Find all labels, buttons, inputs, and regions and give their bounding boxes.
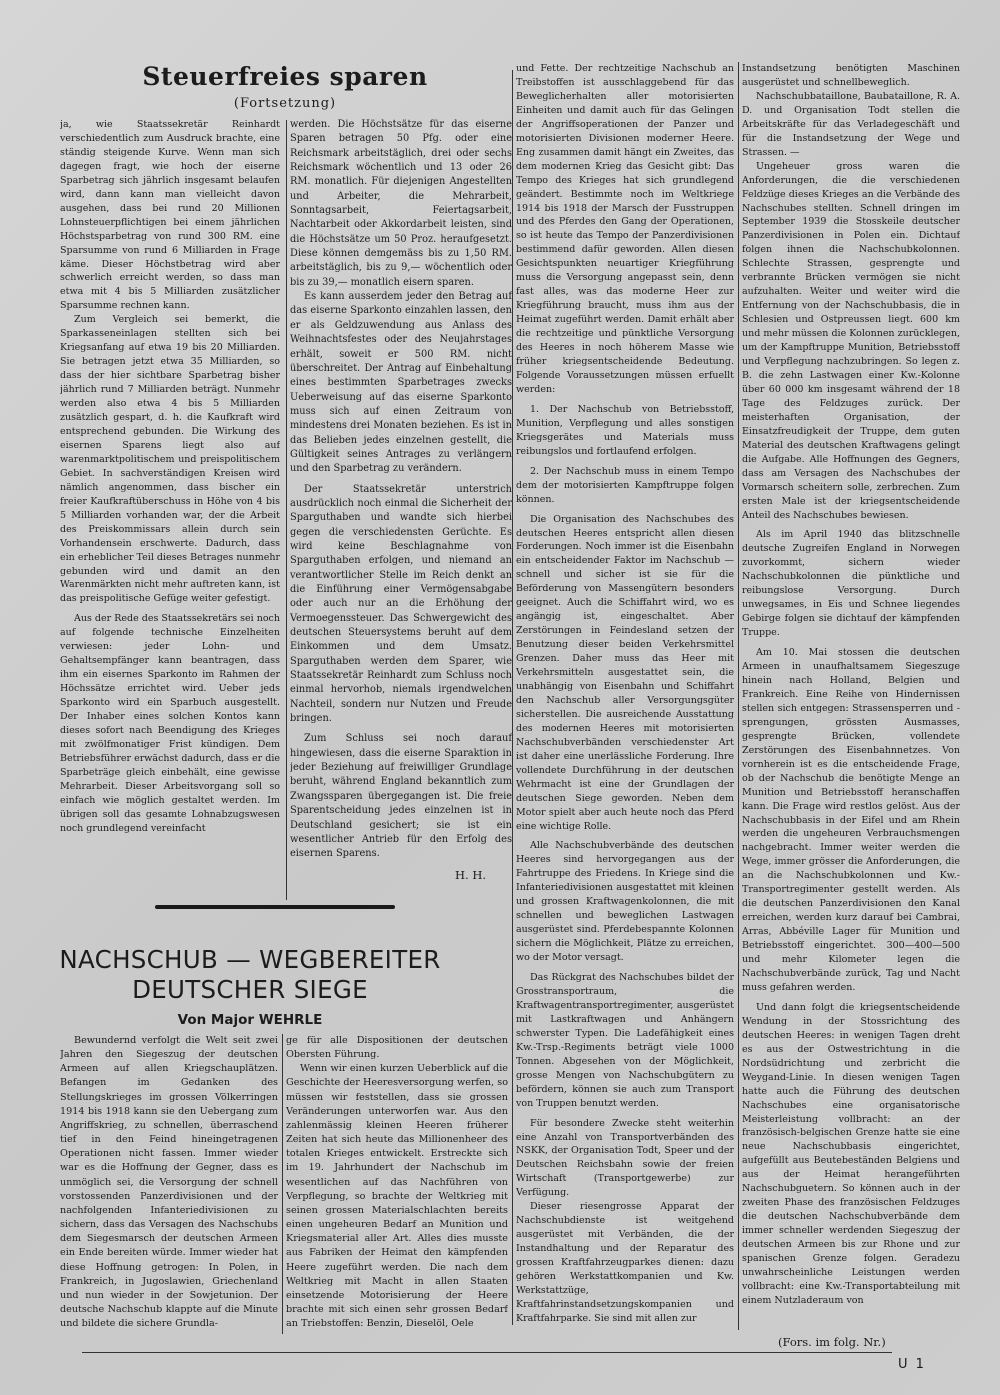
- paragraph: 2. Der Nachschub muss in einem Tempo dem der motorisierten Kampftruppe folgen können.: [516, 465, 734, 505]
- article2-title-line1: NACHSCHUB — WEGBEREITER: [59, 945, 441, 974]
- paragraph: werden. Die Höchstsätze für das eiserne Sparen betragen 50 Pfg. oder eine Reichsmark arbeitstäglich, drei oder sechs Reichsmark wöchentlich und 13 oder 26 RM. monatlich. Für diejenigen Angestellten und Arbeiter, die Mehrarbeit, Sonntagsarbeit, Feiertagsarbeit, Nachtarbeit oder Akkordarbeit leisten, sind die Höchstsätze um 50 Proz. heraufgesetzt. Diese können demgemäss bis zu 1,50 RM. arbeitstäglich, bis zu 9,— wöchentlich oder bis zu 39,— monatlich eisern sparen.: [290, 119, 512, 288]
- paragraph: Zum Schluss sei noch darauf hingewiesen, dass die eiserne Sparaktion in jeder Beziehung auf freiwilliger Grundlage beruht, während England bekanntlich zum Zwangssparen übergegangen ist. Die freie Sparentscheidung jedes einzelnen ist in Deutschland gesichert; sie ist ein wesentlicher Antrieb für den Erfolg des eisernen Sparens.: [290, 733, 512, 860]
- paragraph: Die Organisation des Nachschubes des deutschen Heeres entspricht allen diesen Forderungen. Noch immer ist die Eisenbahn ein entscheidender Faktor im Nachschub — schnell und sicher ist sie für die Beförderung von Massengütern besonders geeignet. Auch die Schiffahrt wird, wo es angängig ist, eingeschaltet. Aber Zerstörungen in Feindesland setzen der Benutzung dieser beiden Verkehrsmittel Grenzen. Daher muss das Heer mit Verkehrsmitteln ausgestattet sein, die unabhängig von Eisenbahn und Schiffahrt den Nachschub aller Versorgungsgüter sicherstellen. Die ausreichende Ausstattung des modernen Heeres mit motorisierten Nachschubverbänden verschiedenster Art ist daher eine unerlässliche Forderung. Ihre vollendete Durchführung in der deutschen Wehrmacht ist eine der Grundlagen der deutschen Siege geworden. Neben dem Motor spielt aber auch heute noch das Pferd eine wichtige Rolle.: [516, 513, 734, 832]
- article2-title: [40, 945, 460, 1005]
- article2-column-3: [516, 62, 734, 1330]
- paragraph: Ungeheuer gross waren die Anforderungen, die die verschiedenen Feldzüge dieses Krieges an die Verbände des Nachschubes stellten. Schnell dringen im September 1939 die Stosskeile deutscher Panzerdivisionen in Polen ein. Dichtauf folgen ihnen die Nachschubkolonnen. Schlechte Strassen, gesprengte und verbrannte Brücken vermögen sie nicht aufzuhalten. Weiter und weiter wird die Entfernung von der Nachschubbasis, die in Schlesien und Ostpreussen liegt. 600 km und mehr müssen die Kolonnen zurücklegen, um der Kampftruppe Munition, Betriebsstoff und Verpflegung nachzubringen. So legen z. B. die zehn Lastwagen einer Kw.-Kolonne über 60 000 km insgesamt während der 18 Tage des Feldzuges zurück. Der meisterhaften Organisation, der Einsatzfreudigkeit der Truppe, dem guten Material des deutschen Kraftwagens gelingt die Aufgabe. Alle Hoffnungen des Gegners, dass am Versagen des Nachschubes der Vormarsch scheitern solle, zerbrechen. Zum ersten Male ist der kriegsentscheidende Anteil des Nachschubes bewiesen.: [742, 160, 960, 521]
- article1-subtitle: (Fortsetzung): [233, 96, 337, 111]
- article2-title-line2: DEUTSCHER SIEGE: [132, 975, 368, 1004]
- paragraph: Es kann ausserdem jeder den Betrag auf das eiserne Sparkonto einzahlen lassen, den er als Geldzuwendung aus Anlass des Weihnachtsfestes oder des Neujahrstages erhält, soweit er 500 RM. nicht überschreitet. Der Antrag auf Einbehaltung eines bestimmten Sparbetrages zwecks Ueberweisung auf das eiserne Sparkonto muss sich auf einen Zeitraum von mindestens drei Monaten beziehen. Es ist in das Belieben jedes einzelnen gestellt, die Gültigkeit seines Antrages zu verlängern und den Sparbetrag zu verändern.: [290, 291, 512, 475]
- paragraph: ja, wie Staatssekretär Reinhardt verschiedentlich zum Ausdruck brachte, eine ständig steigende Kurve. Wenn man sich dagegen fragt, wie hoch der eiserne Sparbetrag sich jährlich insgesamt belaufen wird, dann kann man vielleicht davon ausgehen, dass bei rund 20 Millionen Lohnsteuerpflichtigen bei einem jährlichen Höchstsparbetrag von rund 300 RM. eine Sparsumme von rund 6 Milliarden in Frage käme. Dieser Höchstbetrag wird aber schwerlich erreicht werden, so dass man etwa mit 4 bis 5 Milliarden zusätzlicher Sparsumme rechnen kann.: [60, 119, 280, 312]
- column-divider: [512, 70, 513, 1325]
- paragraph: Nachschubbataillone, Baubataillone, R. A. D. und Organisation Todt stellen die Arbeitskräfte für das Verladegeschäft und für die Instandsetzung der Wege und Strassen. —: [742, 90, 960, 158]
- paragraph: Am 10. Mai stossen die deutschen Armeen in unaufhaltsamem Siegeszuge hinein nach Holland, Belgien und Frankreich. Eine Reihe von Hindernissen stellen sich entgegen: Strassensperren und -sprengungen, grössten Ausmasses, gesprengte Brücken, vollendete Zerstörungen des Eisenbahnnetzes. Von vornherein ist es die entscheidende Frage, ob der Nachschub die benötigte Menge an Munition und Betriebsstoff heranschaffen kann. Die Frage wird restlos gelöst. Aus der Nachschubbasis in der Eifel und am Rhein werden die ungeheuren Verbrauchsmengen nachgebracht. Immer weiter werden die Wege, immer grösser die Anforderungen, die an die Nachschubkolonnen und Kw.-Transportregimenter gestellt werden. Als die deutschen Panzerdivisionen den Kanal erreichen, werden kurz darauf bei Cambrai, Arras, Abbéville Lager für Munition und Betriebsstoff eingerichtet. 300—400—500 und mehr Kilometer legen die Nachschubverbände zurück, Tag und Nacht muss gefahren werden.: [742, 647, 960, 993]
- article2-column-2: [286, 1034, 508, 1334]
- paragraph: ge für alle Dispositionen der deutschen Obersten Führung.: [286, 1035, 508, 1061]
- article1-column-2: [290, 118, 512, 870]
- separator-rule: [155, 905, 395, 909]
- paragraph: Instandsetzung benötigten Maschinen ausgerüstet und schnellbeweglich.: [742, 63, 960, 88]
- paragraph: und Fette. Der rechtzeitige Nachschub an Treibstoffen ist ausschlaggebend für das Beweglicherhalten aller motorisierten Einheiten und damit auch für das Gelingen der Angriffsoperationen der Panzer und motorisierten Divisionen moderner Heere. Eng zusammen damit hängt ein Zweites, das dem modernen Krieg das Gesicht gibt: Das Tempo des Krieges hat sich grundlegend geändert. Bestimmte noch im Weltkriege 1914 bis 1918 der Marsch der Fusstruppen und des Pferdes den Gang der Operationen, so ist heute das Tempo der Panzerdivisionen bestimmend dafür geworden. Allen diesen Gesichtspunkten neuartiger Kriegführung muss die Versorgung angepasst sein, denn fast alles, was das moderne Heer zur Kriegführung braucht, muss ihm aus der Heimat zugeführt werden. Damit erhält aber die rechtzeitige und pünktliche Versorgung des Heeres in noch höherem Masse wie früher kriegsentscheidende Bedeutung. Folgende Voraussetzungen müssen erfuellt werden:: [516, 63, 734, 395]
- column-divider: [282, 1034, 283, 1334]
- column-divider: [286, 120, 287, 900]
- paragraph: Alle Nachschubverbände des deutschen Heeres sind hervorgegangen aus der Fahrtruppe des Friedens. In Kriege sind die Infanteriedivisionen ausgestattet mit kleinen und grossen Kraftwagenkolonnen, die mit schnellen und beweglichen Lastwagen ausgerüstet sind. Pferdebespannte Kolonnen sichern die Möglichkeit, Plätze zu erreichen, wo der Motor versagt.: [516, 840, 734, 964]
- paragraph: Und dann folgt die kriegsentscheidende Wendung in der Stossrichtung des deutschen Heeres: in wenigen Tagen dreht es aus der Ostwestrichtung in die Nordsüdrichtung und zerbricht die Weygand-Linie. In diesen wenigen Tagen hatte auch die Führung des deutschen Nachschubes eine organisatorische Meisterleistung vollbracht: an der französisch-belgischen Grenze hatte sie eine neue Nachschubbasis eingerichtet, aufgefüllt aus Beutebeständen Belgiens und aus der Heimat herangeführten Nachschubguetern. So können auch in der zweiten Phase des französischen Feldzuges die deutschen Nachschubverbände dem immer schneller werdenden Siegeszug der deutschen Armeen bis zur Rhone und zur spanischen Grenze folgen. Geradezu unwahrscheinliche Leistungen werden vollbracht: eine Kw.-Transportabteilung mit einem Nutzladeraum von: [742, 1001, 960, 1306]
- paragraph: Aus der Rede des Staatssekretärs sei noch auf folgende technische Einzelheiten verwiesen: jeder Lohn- und Gehaltsempfänger kann beantragen, dass ihm ein eisernes Sparkonto im Rahmen der Höchssätze errichtet wird. Ueber jeds Sparkonto wird ein Sparbuch ausgestellt. Der Inhaber eines solchen Kontos kann dieses sofort nach Beendigung des Krieges mit zwölfmonatiger Frist kündigen. Dem Betriebsführer erwächst dadurch, dass er die Sparbeträge gleich einbehält, eine gewisse Mehrarbeit. Dieser Arbeitsvorgang soll so einfach wie möglich gestaltet werden. Im übrigen soll das gesamte Lohnabzugswesen noch grundlegend vereinfacht: [60, 613, 280, 834]
- paragraph: Das Rückgrat des Nachschubes bildet der Grosstransportraum, die Kraftwagentransportregimenter, ausgerüstet mit Lastkraftwagen und Anhängern schwerster Typen. Die Ladefähigkeit eines Kw.-Trsp.-Regiments beträgt viele 1000 Tonnen. Abgesehen von der Möglichkeit, grosse Mengen von Nachschubgütern zu befördern, können sie auch zum Transport von Truppen benutzt werden.: [516, 972, 734, 1109]
- paragraph: Bewundernd verfolgt die Welt seit zwei Jahren den Siegeszug der deutschen Armeen auf allen Kriegschauplätzen. Befangen im Gedanken des Stellungskrieges im grossen Völkerringen 1914 bis 1918 kann sie den Uebergang zum Angriffskrieg, zu schnellen, überraschend tief in den Feind hineingetragenen Operationen nicht fassen. Immer wieder war es die Hoffnung der Gegner, dass es unmöglich sei, die Versorgung der schnell vorstossenden Panzerdivisionen und der nachfolgenden Infanteriedivisionen zu sichern, dass das Versagen des Nachschubs dem Siegesmarsch der deutschen Armeen ein Ende bereiten würde. Immer wieder hat diese Hoffnung getrogen: In Polen, in Frankreich, in Jugoslawien, Griechenland und nun wieder in der Sowjetunion. Der deutsche Nachschub klappte auf die Minute und bildete die sichere Grundla-: [60, 1035, 278, 1330]
- paragraph: Für besondere Zwecke steht weiterhin eine Anzahl von Transportverbänden des NSKK, der Organisation Todt, Speer und der Deutschen Reichsbahn sowie der freien Wirtschaft (Transportgewerbe) zur Verfügung.: [516, 1117, 734, 1199]
- bottom-rule: [82, 1352, 892, 1353]
- column-divider: [738, 62, 739, 1330]
- article1-title: Steuerfreies sparen: [142, 62, 428, 91]
- paragraph: Als im April 1940 das blitzschnelle deutsche Zugreifen England in Norwegen zuvorkommt, sichern wieder Nachschubkolonnen die pünktliche und reibungslose Versorgung. Durch unwegsames, in Eis und Schnee liegendes Gebirge folgen sie dichtauf der kämpfenden Truppe.: [742, 529, 960, 639]
- article1-signature: H. H.: [455, 868, 487, 882]
- continuation-note: (Fors. im folg. Nr.): [778, 1335, 886, 1349]
- article1-column-1: [60, 118, 280, 884]
- article2-column-1: [60, 1034, 278, 1334]
- page-number: U 1: [898, 1357, 926, 1372]
- paragraph: Zum Vergleich sei bemerkt, die Sparkasseneinlagen stellten sich bei Kriegsanfang auf etwa 19 bis 20 Milliarden. Sie betragen jetzt etwa 35 Milliarden, so dass der hier sichtbare Sparbetrag bisher jährlich rund 7 Milliarden beträgt. Nunmehr werden also etwa 4 bis 5 Milliarden zusätzlich gespart, d. h. die Kaufkraft wird entsprechend gebunden. Die Wirkung des eisernen Sparens liegt also auf warenmarktpolitischem und preispolitischem Gebiet. In sachverständigen Kreisen wird nämlich angenommen, dass bischer ein freier Kaufkraftüberschuss in Höhe von 4 bis 5 Milliarden vorhanden war, der die Arbeit des Preiskommissars allein durch sein Vorhandensein erschwerte. Dadurch, dass ein erheblicher Teil dieses Betrages nunmehr gebunden wird und damit an den Warenmärkten nicht mehr auftreten kann, ist das preispolitische Gefüge weiter gefestigt.: [60, 314, 280, 605]
- paragraph: 1. Der Nachschub von Betriebsstoff, Munition, Verpflegung und alles sonstigen Kriegsgerätes und Materials muss reibungslos und fortlaufend erfolgen.: [516, 403, 734, 457]
- paragraph: Der Staatssekretär unterstrich ausdrücklich noch einmal die Sicherheit der Sparguthaben und wandte sich hierbei gegen die verschiedensten Gerüchte. Es wird keine Beschlagnahme von Sparguthaben erfolgen, und niemand an verantwortlicher Stelle im Reich denkt an die Einführung einer Vermögensabgabe oder auch nur an die Erhöhung der Vermoegenssteuer. Das Schwergewicht des deutschen Steuersystems beruht auf dem Einkommen und dem Umsatz. Sparguthaben werden dem Sparer, wie Staatssekretär Reinhardt zum Schluss noch einmal hervorhob, niemals irgendwelchen Nachteil, sondern nur Nutzen und Freude bringen.: [290, 483, 512, 725]
- paragraph: Dieser riesengrosse Apparat der Nachschubdienste ist weitgehend ausgerüstet mit Verbänden, die der Instandhaltung und der Reparatur des grossen Kraftfahrzeugparkes dienen: dazu gehören Werkstattkompanien und Kw. Werkstattzüge, Kraftfahrinstandsetzungskompanien und Kraftfahrparke. Sie sind mit allen zur: [516, 1201, 734, 1324]
- article2-column-4: [742, 62, 960, 1330]
- paragraph: Wenn wir einen kurzen Ueberblick auf die Geschichte der Heeresversorgung werfen, so müssen wir feststellen, dass sie grossen Veränderungen unterworfen war. Aus den zahlenmässig kleinen Heeren früherer Zeiten hat sich heute das Millionenheer des totalen Krieges entwickelt. Erstreckte sich im 19. Jahrhundert der Nachschub im wesentlichen auf das Nachführen von Verpflegung, so brachte der Weltkrieg mit seinen grossen Materialschlachten bereits einen ungeheuren Bedarf an Munition und Kriegsmaterial aller Art. Alles dies musste aus Fabriken der Heimat den kämpfenden Heere zugeführt werden. Die nach dem Weltkrieg mit Macht in allen Staaten einsetzende Motorisierung der Heere brachte mit sich einen sehr grossen Bedarf an Triebstoffen: Benzin, Dieselöl, Oele: [286, 1063, 508, 1330]
- article2-byline: Von Major WEHRLE: [177, 1012, 323, 1028]
